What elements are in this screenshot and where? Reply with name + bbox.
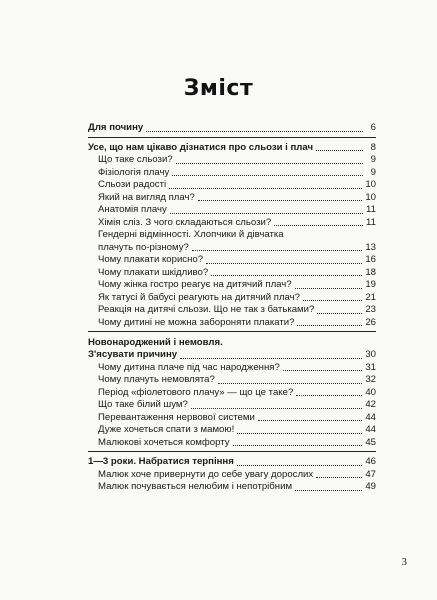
toc-section xyxy=(88,481,376,494)
toc-page-number: 44 xyxy=(365,411,376,423)
toc-entry-title: Хімія сліз. З чого складаються сльози? xyxy=(98,216,272,228)
toc-page-number: 10 xyxy=(365,191,376,203)
toc-page-number: 46 xyxy=(365,456,376,467)
dot-leader xyxy=(218,383,362,384)
toc-section xyxy=(88,387,376,400)
toc-page-number: 9 xyxy=(370,166,376,178)
toc-section xyxy=(88,254,376,267)
toc-page-number: 9 xyxy=(370,154,376,165)
toc-entry-title: Сльози радості xyxy=(98,179,167,190)
toc-section xyxy=(88,412,376,425)
dot-leader xyxy=(316,477,362,478)
toc-entry-title: Чому жінка гостро реагує на дитячий плач? xyxy=(98,279,292,290)
chapter-divider xyxy=(88,451,376,452)
toc-section xyxy=(88,154,376,167)
table-of-contents xyxy=(88,122,376,494)
toc-entry-title: Анатомія плачу xyxy=(98,204,167,215)
toc-section xyxy=(88,437,376,450)
dot-leader xyxy=(317,313,362,314)
toc-page-number: 10 xyxy=(365,179,376,190)
toc-section xyxy=(88,424,376,437)
dot-leader xyxy=(303,300,362,301)
toc-entry-title: Період «фіолетового плачу» — що це таке? xyxy=(98,386,294,398)
toc-page-number: 49 xyxy=(365,481,376,492)
toc-entry-title: Чому дитині не можна забороняти плакати? xyxy=(98,316,295,328)
toc-entry-title: Малюкові хочеться комфорту xyxy=(98,436,230,448)
toc-section xyxy=(88,217,376,230)
toc-section xyxy=(88,267,376,280)
toc-entry-title: Чому дитина плаче під час народження? xyxy=(98,361,280,373)
toc-page-number: 19 xyxy=(365,279,376,290)
dot-leader xyxy=(295,288,363,289)
toc-entry-title: Малюк почувається нелюбим і непотрібним xyxy=(98,481,293,492)
toc-entry-title: Чому плакати корисно? xyxy=(98,254,204,265)
page-number: 3 xyxy=(401,556,407,568)
toc-chapter xyxy=(88,142,376,155)
toc-page-number: 18 xyxy=(365,266,376,278)
toc-page-number: 8 xyxy=(370,141,376,153)
dot-leader xyxy=(176,163,363,164)
toc-section xyxy=(88,167,376,180)
toc-entry-title: Усе, що нам цікаво дізнатися про сльози і плач xyxy=(88,141,314,153)
toc-entry-title: Реакція на дитячі сльози. Що не так з батьками? xyxy=(98,304,315,315)
dot-leader xyxy=(180,358,362,359)
toc-entry-title: Чому плачуть немовлята? xyxy=(98,374,215,385)
toc-entry-title: Дуже хочеться спати з мамою! xyxy=(98,424,235,435)
toc-page-number: 40 xyxy=(365,386,376,398)
toc-section xyxy=(88,292,376,305)
toc-entry-title-line1: Гендерні відмінності. Хлопчики й дівчатка xyxy=(98,229,284,240)
dot-leader xyxy=(191,408,362,409)
toc-page-number: 42 xyxy=(365,399,376,410)
dot-leader xyxy=(283,370,363,371)
toc-page-number: 26 xyxy=(365,316,376,328)
toc-page-number: 11 xyxy=(366,216,376,228)
toc-section xyxy=(88,179,376,192)
toc-section xyxy=(88,374,376,387)
toc-chapter-multiline xyxy=(88,336,376,362)
toc-page-number: 44 xyxy=(365,424,376,435)
chapter-divider xyxy=(88,137,376,138)
dot-leader xyxy=(172,175,363,176)
toc-page-number: 32 xyxy=(365,374,376,385)
dot-leader xyxy=(316,150,363,151)
dot-leader xyxy=(237,433,362,434)
toc-section xyxy=(88,192,376,205)
toc-section xyxy=(88,399,376,412)
toc-section xyxy=(88,204,376,217)
chapter-divider xyxy=(88,331,376,332)
toc-section xyxy=(88,469,376,482)
toc-entry-title: 1—3 роки. Набратися терпіння xyxy=(88,456,234,467)
toc-page-number: 47 xyxy=(365,468,376,480)
toc-entry-title: Як татусі й бабусі реагують на дитячий плач? xyxy=(98,291,301,303)
toc-entry-row xyxy=(98,242,376,255)
toc-entry-title: Що таке сльози? xyxy=(98,154,173,165)
toc-entry-title: Чому плакати шкідливо? xyxy=(98,266,209,278)
toc-section xyxy=(88,304,376,317)
toc-page-number: 45 xyxy=(365,436,376,448)
dot-leader xyxy=(198,200,362,201)
dot-leader xyxy=(206,263,362,264)
toc-chapter xyxy=(88,456,376,469)
toc-entry-title: Для почину xyxy=(88,122,144,133)
toc-entry-title-line2: З'ясувати причину xyxy=(88,349,178,360)
dot-leader xyxy=(296,395,362,396)
toc-page-number: 13 xyxy=(365,241,376,253)
toc-entry-row xyxy=(88,349,376,362)
dot-leader xyxy=(169,188,362,189)
toc-page-number: 21 xyxy=(365,291,376,303)
toc-chapter xyxy=(88,122,376,135)
page-title: Зміст xyxy=(183,76,254,101)
toc-section-multiline xyxy=(88,229,376,254)
toc-page-number: 31 xyxy=(365,361,376,373)
toc-page-number: 30 xyxy=(365,349,376,360)
dot-leader xyxy=(258,420,362,421)
toc-page-number: 23 xyxy=(365,304,376,315)
dot-leader xyxy=(146,131,363,132)
toc-entry-title: Що таке білий шум? xyxy=(98,399,188,410)
toc-section xyxy=(88,317,376,330)
toc-entry-title: Який на вигляд плач? xyxy=(98,191,195,203)
toc-entry-title-line2: плачуть по-різному? xyxy=(98,241,189,253)
toc-page-number: 16 xyxy=(365,254,376,265)
toc-page-number: 11 xyxy=(366,204,376,215)
toc-section xyxy=(88,279,376,292)
toc-entry-title-line1: Новонароджений і немовля. xyxy=(88,337,223,348)
dot-leader xyxy=(274,225,363,226)
toc-entry-title: Фізіологія плачу xyxy=(98,166,170,178)
dot-leader xyxy=(170,213,363,214)
dot-leader xyxy=(192,250,362,251)
dot-leader xyxy=(233,445,363,446)
dot-leader xyxy=(237,465,363,466)
toc-entry-title: Перевантаження нервової системи xyxy=(98,411,255,423)
dot-leader xyxy=(297,325,362,326)
toc-entry-title: Малюк хоче привернути до себе увагу дорослих xyxy=(98,468,314,480)
dot-leader xyxy=(295,490,362,491)
toc-page-number: 6 xyxy=(370,122,376,133)
toc-section xyxy=(88,362,376,375)
dot-leader xyxy=(211,275,362,276)
